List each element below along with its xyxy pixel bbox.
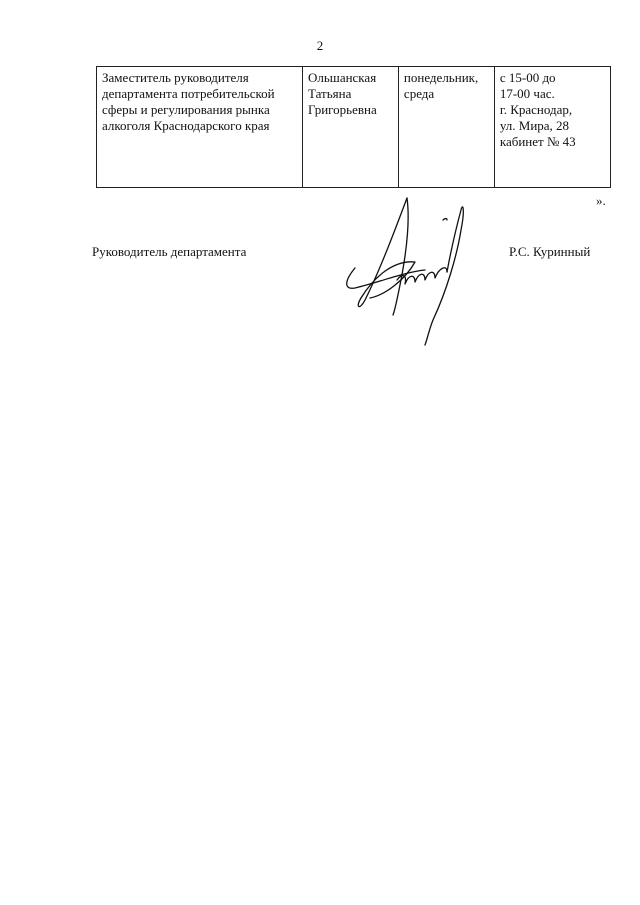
time-line-2: 17-00 час. [499, 86, 555, 101]
address-line-3: кабинет № 43 [499, 134, 576, 149]
page-number: 2 [316, 38, 324, 53]
name-cell: Ольшанская Татьяна Григорьевна [303, 67, 399, 188]
handwritten-signature [335, 190, 485, 350]
time-line-1: с 15-00 до [499, 70, 556, 85]
days-cell: понедельник, среда [398, 67, 494, 188]
closing-quote: ». [596, 193, 606, 208]
time-address-cell [494, 67, 610, 188]
signatory-title: Руководитель департамента [92, 244, 247, 259]
address-line-2: ул. Мира, 28 [499, 118, 570, 133]
address-line-1: г. Краснодар, [499, 102, 573, 117]
table-row [97, 67, 611, 188]
reception-schedule-table [96, 66, 611, 188]
signatory-name: Р.С. Куринный [509, 244, 591, 259]
position-cell: Заместитель руководителя департамента потребительской сферы и регулирования рынка алкоголя Краснодарского края [97, 67, 303, 188]
